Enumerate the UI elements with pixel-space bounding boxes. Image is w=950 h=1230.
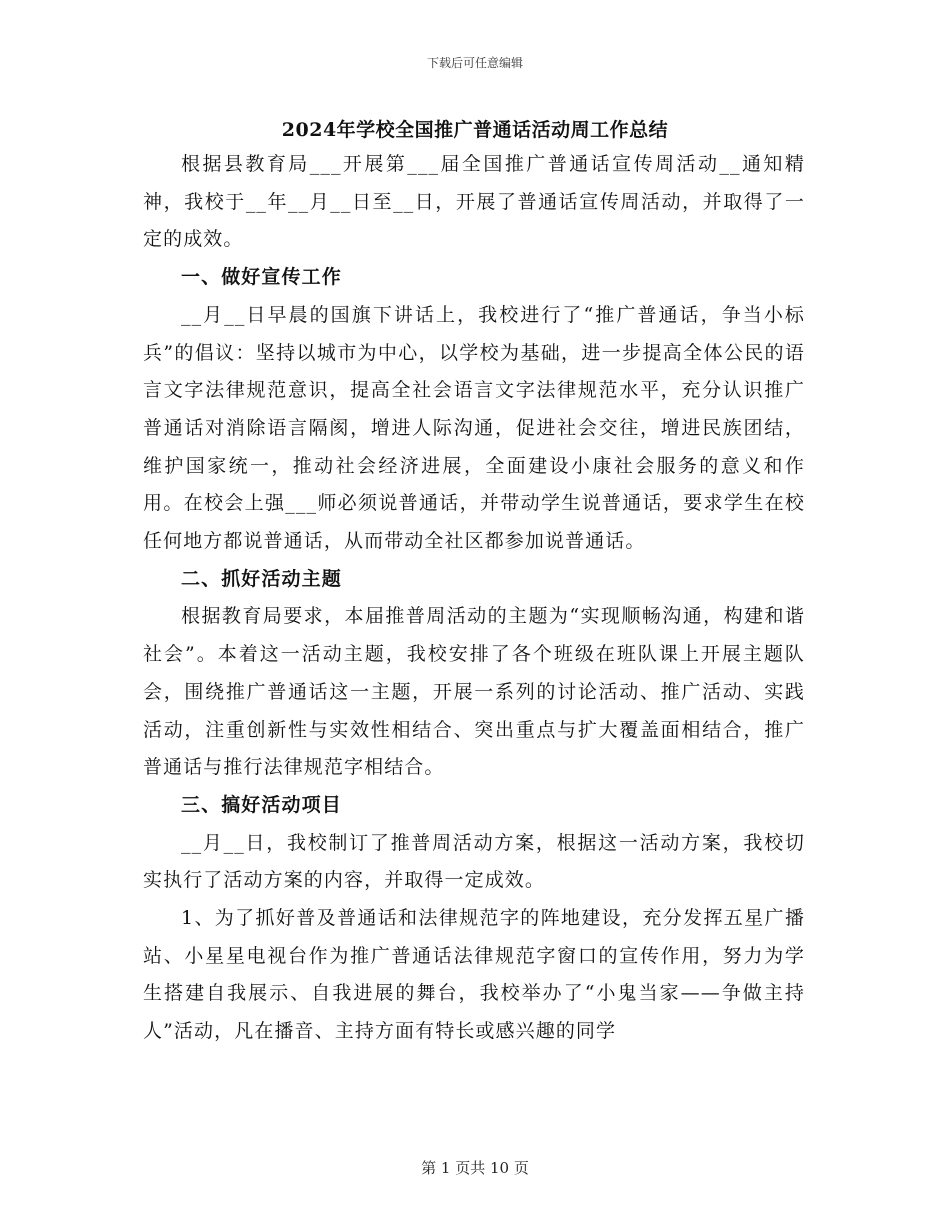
paragraph-section-3: __月__日，我校制订了推普周活动方案，根据这一活动方案，我校切实执行了活动方案的内容，并取得一定成效。 bbox=[143, 831, 805, 892]
section-heading-3: 三、搞好活动项目 bbox=[181, 793, 342, 816]
page-footer: 第 1 页共 10 页 bbox=[421, 1159, 529, 1177]
document-body bbox=[143, 146, 805, 1051]
section-heading-1: 一、做好宣传工作 bbox=[181, 266, 342, 289]
document-title: 2024年学校全国推广普通话活动周工作总结 bbox=[281, 119, 669, 141]
paragraph-section-2: 根据教育局要求，本届推普周活动的主题为“实现顺畅沟通，构建和谐社会”。本着这一活动主题，我校安排了各个班级在班队课上开展主题队会，围绕推广普通话这一主题，开展一系列的讨论活动、推广活动、实践活动，注重创新性与实效性相结合、突出重点与扩大覆盖面相结合，推广普通话与推行法律规范字相结合。 bbox=[143, 605, 805, 779]
paragraph-section-1: __月__日早晨的国旗下讲话上，我校进行了“推广普通话，争当小标兵”的倡议：坚持以城市为中心，以学校为基础，进一步提高全体公民的语言文字法律规范意识，提高全社会语言文字法律规范水平，充分认识推广普通话对消除语言隔阂，增进人际沟通，促进社会交往，增进民族团结，维护国家统一，推动社会经济进展，全面建设小康社会服务的意义和作用。在校会上强___师必须说普通话，并带动学生说普通话，要求学生在校任何地方都说普通话，从而带动全社区都参加说普通话。 bbox=[143, 303, 805, 553]
header-note: 下载后可任意编辑 bbox=[426, 56, 523, 70]
paragraph-intro: 根据县教育局___开展第___届全国推广普通话宣传周活动__通知精神，我校于__年__月__日至__日，开展了普通话宣传周活动，并取得了一定的成效。 bbox=[143, 153, 805, 251]
paragraph-item-1: 1、为了抓好普及普通话和法律规范字的阵地建设，充分发挥五星广播站、小星星电视台作为推广普通话法律规范字窗口的宣传作用，努力为学生搭建自我展示、自我进展的舞台，我校举办了“小鬼当家——争做主持人”活动，凡在播音、主持方面有特长或感兴趣的同学 bbox=[143, 907, 805, 1043]
section-heading-2: 二、抓好活动主题 bbox=[181, 567, 342, 590]
